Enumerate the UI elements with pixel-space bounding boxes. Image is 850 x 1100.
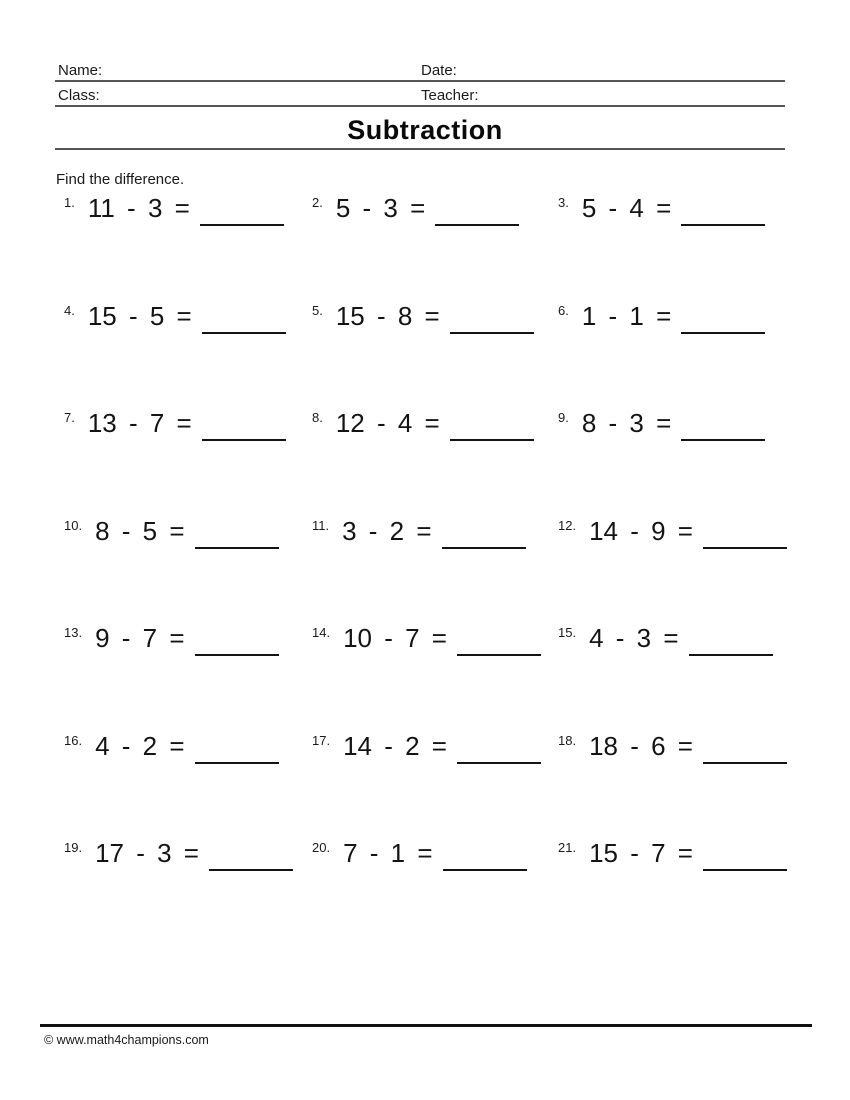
problem-cell (312, 623, 558, 731)
class-teacher-field-line[interactable] (55, 105, 785, 107)
copyright-text: © www.math4champions.com (44, 1033, 209, 1047)
instruction-text: Find the difference. (56, 171, 185, 188)
problem-number: 8. (312, 410, 323, 425)
problem-number: 1. (64, 195, 75, 210)
problem-expression: 17 - 3 = (95, 838, 199, 868)
problem-expression: 15 - 5 = (87, 300, 192, 331)
problem-expression: 5 - 3 = (335, 193, 426, 223)
problem-number: 13. (64, 625, 83, 640)
problem-number: 18. (558, 732, 577, 748)
answer-blank[interactable] (195, 623, 279, 656)
problem-expression: 10 - 7 = (343, 623, 447, 653)
answer-blank[interactable] (457, 623, 541, 656)
answer-blank[interactable] (689, 623, 773, 656)
worksheet-title: Subtraction (347, 115, 503, 145)
class-label: Class: (58, 87, 100, 104)
problem-number: 4. (64, 302, 75, 318)
problem-cell (558, 623, 800, 731)
answer-blank[interactable] (681, 193, 765, 226)
problem-expression: 5 - 4 = (581, 193, 672, 223)
name-date-field-line[interactable] (55, 80, 785, 82)
problem-number: 20. (312, 840, 331, 855)
problem-cell (312, 301, 558, 409)
problem-number: 16. (64, 732, 83, 748)
problem-number: 2. (312, 195, 323, 210)
problem-cell (64, 516, 312, 624)
problem-cell (312, 408, 558, 516)
problem-number: 10. (64, 517, 83, 533)
problem-cell (312, 516, 558, 624)
name-label: Name: (58, 62, 103, 79)
answer-blank[interactable] (457, 731, 541, 764)
problem-cell (312, 838, 558, 946)
problem-expression: 1 - 1 = (581, 300, 672, 331)
problem-number: 7. (64, 410, 75, 425)
problem-cell (64, 193, 312, 301)
problem-cell (64, 838, 312, 946)
problem-expression: 11 - 3 = (87, 193, 190, 223)
title-divider (55, 148, 785, 150)
answer-blank[interactable] (195, 731, 279, 764)
answer-blank[interactable] (200, 193, 284, 226)
problem-number: 9. (558, 410, 569, 425)
problem-number: 6. (558, 302, 569, 318)
problem-cell (558, 193, 800, 301)
problem-number: 14. (312, 625, 331, 640)
problem-expression: 4 - 2 = (95, 730, 185, 761)
problem-expression: 3 - 2 = (342, 515, 432, 546)
answer-blank[interactable] (703, 731, 787, 764)
answer-blank[interactable] (681, 301, 765, 334)
problem-expression: 15 - 8 = (335, 300, 440, 331)
problem-cell (64, 731, 312, 839)
problem-cell (558, 731, 800, 839)
answer-blank[interactable] (435, 193, 519, 226)
problem-cell (558, 838, 800, 946)
problem-cell (64, 623, 312, 731)
problem-expression: 13 - 7 = (87, 408, 192, 438)
answer-blank[interactable] (209, 838, 293, 871)
problem-cell (312, 731, 558, 839)
problem-expression: 14 - 2 = (343, 730, 447, 761)
teacher-label: Teacher: (421, 87, 479, 104)
problem-number: 17. (312, 732, 331, 748)
problem-cell (558, 516, 800, 624)
answer-blank[interactable] (703, 516, 787, 549)
problem-expression: 12 - 4 = (335, 408, 440, 438)
footer-divider (40, 1024, 812, 1027)
answer-blank[interactable] (202, 408, 286, 441)
problem-expression: 9 - 7 = (95, 623, 185, 653)
problem-cell (312, 193, 558, 301)
problems-grid (64, 193, 800, 946)
problem-number: 15. (558, 625, 577, 640)
problem-number: 21. (558, 840, 577, 855)
answer-blank[interactable] (450, 408, 534, 441)
problem-cell (64, 408, 312, 516)
problem-number: 5. (312, 302, 323, 318)
answer-blank[interactable] (202, 301, 286, 334)
answer-blank[interactable] (443, 838, 527, 871)
problem-expression: 8 - 5 = (95, 515, 185, 546)
answer-blank[interactable] (703, 838, 787, 871)
problem-number: 19. (64, 840, 83, 855)
answer-blank[interactable] (442, 516, 526, 549)
problem-number: 12. (558, 517, 577, 533)
answer-blank[interactable] (681, 408, 765, 441)
problem-expression: 18 - 6 = (589, 730, 693, 761)
problem-cell (558, 301, 800, 409)
problem-number: 3. (558, 195, 569, 210)
problem-expression: 15 - 7 = (589, 838, 693, 868)
problem-expression: 4 - 3 = (589, 623, 679, 653)
problem-expression: 7 - 1 = (343, 838, 433, 868)
problem-number: 11. (312, 517, 330, 533)
problem-expression: 14 - 9 = (589, 515, 693, 546)
problem-expression: 8 - 3 = (581, 408, 672, 438)
answer-blank[interactable] (450, 301, 534, 334)
date-label: Date: (421, 62, 457, 79)
problem-cell (64, 301, 312, 409)
problem-cell (558, 408, 800, 516)
answer-blank[interactable] (195, 516, 279, 549)
